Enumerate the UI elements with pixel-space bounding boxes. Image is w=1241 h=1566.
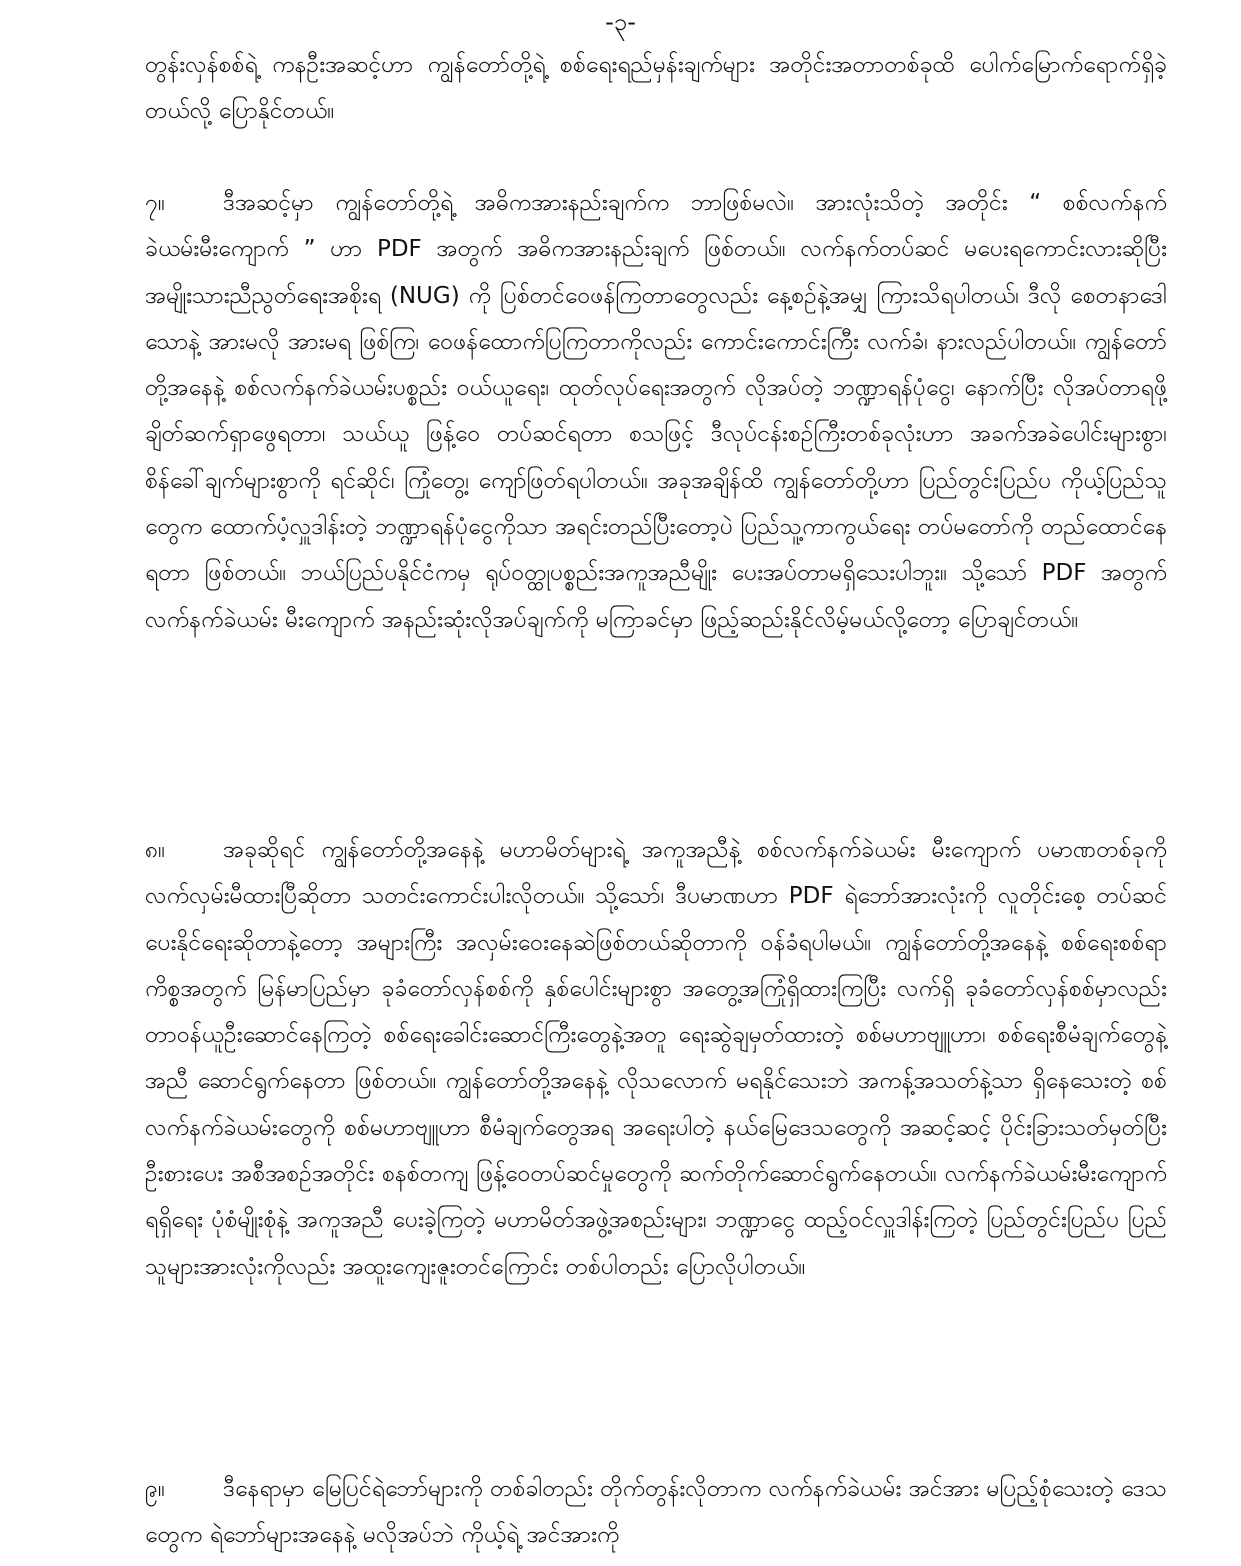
- paragraph-number: ၈။: [145, 837, 166, 863]
- page-number: -၃-: [605, 8, 636, 36]
- paragraph-continuation: [145, 42, 1167, 135]
- paragraph-text: အခုဆိုရင် ကျွန်တော်တို့အနေနဲ့ မဟာမိတ်များရဲ့ အကူအညီနဲ့ စစ်လက်နက်ခဲယမ်း မီးကျောက် ပမာဏတစ်ခုကို လက်လှမ်းမီထားပြီဆိုတာ သတင်းကောင်းပါးလိုတယ်။ သို့သော်၊ ဒီပမာဏဟာ PDF ရဲဘော်အားလုံးကို လူတိုင်းစေ့ တပ်ဆင်ပေးနိုင်ရေးဆိုတာနဲ့တော့ အများကြီး အလှမ်းဝေးနေဆဲဖြစ်တယ်ဆိုတာကို ဝန်ခံရပါမယ်။ ကျွန်တော်တို့အနေနဲ့ စစ်ရေးစစ်ရာကိစ္စအတွက် မြန်မာပြည်မှာ ခုခံတော်လှန်စစ်ကို နှစ်ပေါင်းများစွာ အတွေ့အကြုံရှိထားကြပြီး လက်ရှိ ခုခံတော်လှန်စစ်မှာလည်း တာဝန်ယူဦးဆောင်နေကြတဲ့ စစ်ရေးခေါင်းဆောင်ကြီးတွေနဲ့အတူ ရေးဆွဲချမှတ်ထားတဲ့ စစ်မဟာဗျူဟာ၊ စစ်ရေးစီမံချက်တွေနဲ့အညီ ဆောင်ရွက်နေတာ ဖြစ်တယ်။ ကျွန်တော်တို့အနေနဲ့ လိုသလောက် မရနိုင်သေးဘဲ အကန့်အသတ်နဲ့သာ ရှိနေသေးတဲ့ စစ်လက်နက်ခဲယမ်းတွေကို စစ်မဟာဗျူဟာ စီမံချက်တွေအရ အရေးပါတဲ့ နယ်မြေဒေသတွေကို အဆင့်ဆင့် ပိုင်းခြားသတ်မှတ်ပြီး ဦးစားပေး အစီအစဉ်အတိုင်း စနစ်တကျ ဖြန့်ဝေတပ်ဆင်မှုတွေကို ဆက်တိုက်ဆောင်ရွက်နေတယ်။ လက်နက်ခဲယမ်းမီးကျောက် ရရှိရေး ပုံစံမျိုးစုံနဲ့ အကူအညီ ပေးခဲ့ကြတဲ့ မဟာမိတ်အဖွဲ့အစည်းများ၊ ဘဏ္ဍာငွေ ထည့်ဝင်လှူဒါန်းကြတဲ့ ပြည်တွင်းပြည်ပ ပြည်သူများအားလုံးကိုလည်း အထူးကျေးဇူးတင်ကြောင်း တစ်ပါတည်း ပြောလိုပါတယ်။: [145, 837, 1167, 1280]
- paragraph-text: တွန်းလှန်စစ်ရဲ့ ကနဦးအဆင့်ဟာ ကျွန်တော်တို့ရဲ့ စစ်ရေးရည်မှန်းချက်များ အတိုင်းအတာတစ်ခုထိ ပေါက်မြောက်ရောက်ရှိခဲ့တယ်လို့ ပြောနိုင်တယ်။: [145, 52, 1167, 125]
- paragraph-text: ဒီအဆင့်မှာ ကျွန်တော်တို့ရဲ့ အဓိကအားနည်းချက်က ဘာဖြစ်မလဲ။ အားလုံးသိတဲ့ အတိုင်း “ စစ်လက်နက်ခဲယမ်းမီးကျောက် ” ဟာ PDF အတွက် အဓိကအားနည်းချက် ဖြစ်တယ်။ လက်နက်တပ်ဆင် မပေးရကောင်းလားဆိုပြီး အမျိုးသားညီညွတ်ရေးအစိုးရ (NUG) ကို ပြစ်တင်ဝေဖန်ကြတာတွေလည်း နေ့စဉ်နဲ့အမျှ ကြားသိရပါတယ်၊ ဒီလို စေတနာဒေါသောနဲ့ အားမလို အားမရ ဖြစ်ကြ၊ ဝေဖန်ထောက်ပြကြတာကိုလည်း ကောင်းကောင်းကြီး လက်ခံ၊ နားလည်ပါတယ်။ ကျွန်တော်တို့အနေနဲ့ စစ်လက်နက်ခဲယမ်းပစ္စည်း ဝယ်ယူရေး၊ ထုတ်လုပ်ရေးအတွက် လိုအပ်တဲ့ ဘဏ္ဍာရန်ပုံငွေ၊ နောက်ပြီး လိုအပ်တာရဖို့ ချိတ်ဆက်ရှာဖွေရတာ၊ သယ်ယူ ဖြန့်ဝေ တပ်ဆင်ရတာ စသဖြင့် ဒီလုပ်ငန်းစဉ်ကြီးတစ်ခုလုံးဟာ အခက်အခဲပေါင်းများစွာ၊ စိန်ခေါ်ချက်များစွာကို ရင်ဆိုင်၊ ကြုံတွေ့၊ ကျော်ဖြတ်ရပါတယ်။ အခုအချိန်ထိ ကျွန်တော်တို့ဟာ ပြည်တွင်းပြည်ပ ကိုယ့်ပြည်သူတွေက ထောက်ပံ့လှူဒါန်းတဲ့ ဘဏ္ဍာရန်ပုံငွေကိုသာ အရင်းတည်ပြီးတော့ပဲ ပြည်သူ့ကာကွယ်ရေး တပ်မတော်ကို တည်ထောင်နေရတာ ဖြစ်တယ်။ ဘယ်ပြည်ပနိုင်ငံကမှ ရုပ်ဝတ္ထုပစ္စည်းအကူအညီမျိုး ပေးအပ်တာမရှိသေးပါဘူး။ သို့သော် PDF အတွက် လက်နက်ခဲယမ်း မီးကျောက် အနည်းဆုံးလိုအပ်ချက်ကို မကြာခင်မှာ ဖြည့်ဆည်းနိုင်လိမ့်မယ်လို့တော့ ပြောချင်တယ်။: [145, 190, 1167, 633]
- paragraph-number: ၉။: [145, 1476, 165, 1502]
- paragraph-number: ၇။: [145, 190, 165, 216]
- paragraph-8: [145, 827, 1167, 1290]
- paragraph-7: [145, 180, 1167, 643]
- paragraph-9: [145, 1466, 1167, 1559]
- paragraph-text: ဒီနေရာမှာ မြေပြင်ရဲဘော်များကို တစ်ခါတည်း တိုက်တွန်းလိုတာက လက်နက်ခဲယမ်း အင်အား မပြည့်စုံသေးတဲ့ ဒေသတွေက ရဲဘော်များအနေနဲ့ မလိုအပ်ဘဲ ကိုယ့်ရဲ့ အင်အားကို: [145, 1476, 1167, 1549]
